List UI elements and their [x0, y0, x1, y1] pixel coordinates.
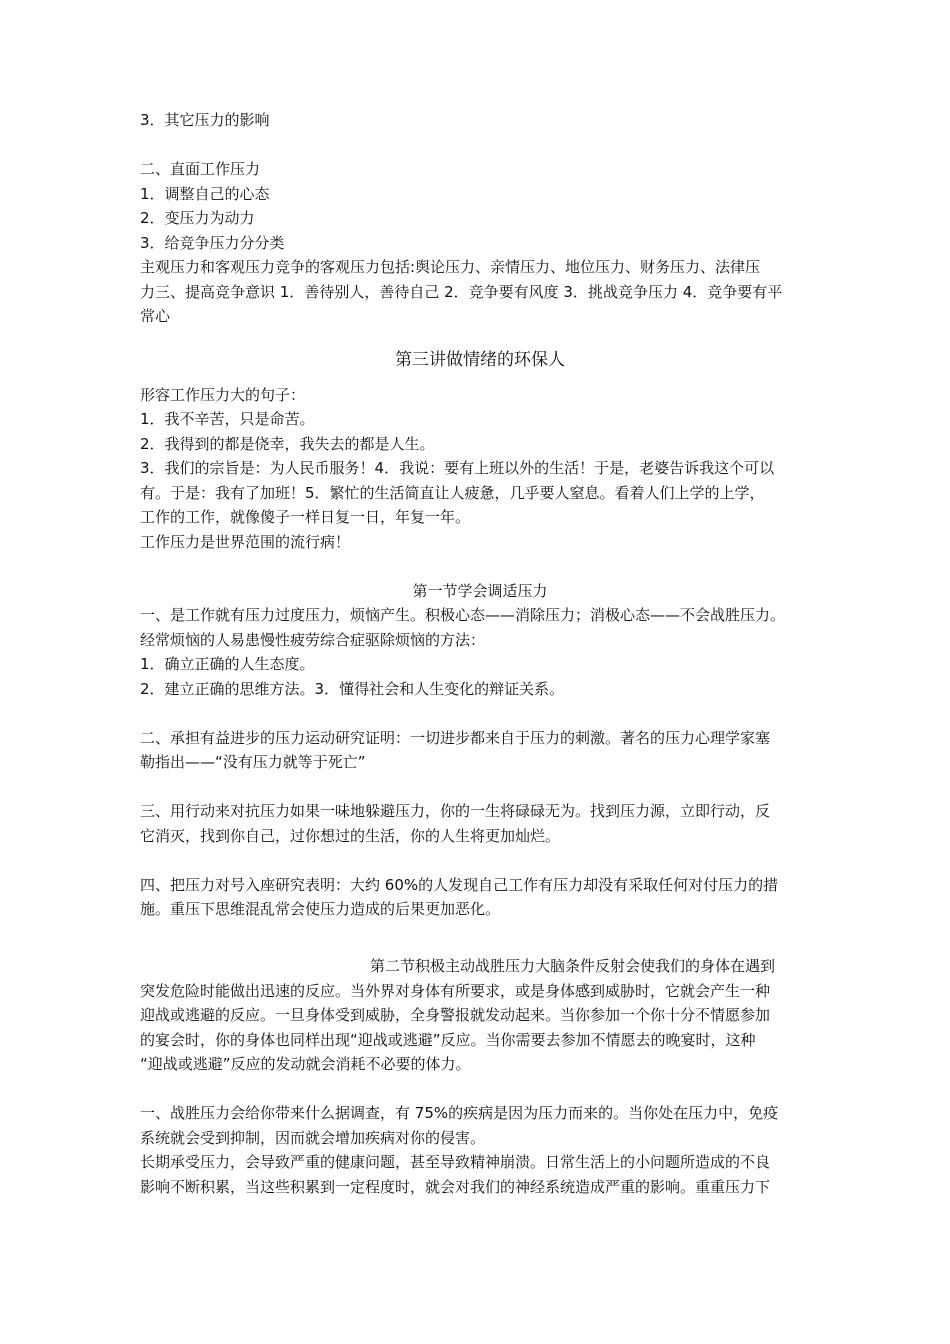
paragraph-line: 它消灭，找到你自己，过你想过的生活，你的人生将更加灿烂。 [140, 826, 561, 845]
paragraph-gap [140, 946, 820, 954]
paragraph-line: 3．我们的宗旨是：为人民币服务！4．我说：要有上班以外的生活！于是，老婆告诉我这个可以 [140, 459, 775, 477]
chapter-title: 第三讲做情绪的环保人 [395, 349, 565, 370]
paragraph-line: 突发危险时能做出迅速的反应。当外界对身体有所要求，或是身体感到威胁时，它就会产生一种 [140, 981, 771, 1000]
paragraph-line: 影响不断积累，当这些积累到一定程度时，就会对我们的神经系统造成严重的影响。重重压力下 [140, 1177, 771, 1196]
list-item: 1．我不辛苦，只是命苦。 [140, 410, 315, 428]
paragraph-line: 施。重压下思维混乱常会使压力造成的后果更加恶化。 [140, 900, 501, 918]
paragraph-gap [140, 554, 820, 579]
paragraph-line: 长期承受压力，会导致严重的健康问题，甚至导致精神崩溃。日常生活上的小问题所造成的不良 [140, 1153, 771, 1171]
list-item: 1．确立正确的人生态度。 [140, 655, 315, 673]
paragraph-line: 有。于是：我有了加班！5．繁忙的生活简直让人疲惫，几乎要人窒息。看着人们上学的上学， [140, 483, 765, 502]
paragraph-line: 常心 [140, 307, 171, 325]
paragraph-line: 的宴会时，你的身体也同样出现“迎战或逃避”反应。当你需要去参加不情愿去的晚宴时，这种 [140, 1030, 756, 1049]
paragraph-gap [140, 1077, 820, 1102]
document-page [140, 108, 820, 1199]
paragraph-line: 工作压力是世界范围的流行病！ [140, 532, 351, 551]
paragraph-line: 一、是工作就有压力过度压力，烦恼产生。积极心态——消除压力；消极心态——不会战胜压力。 [140, 606, 786, 624]
section-heading-line: 第二节积极主动战胜压力大脑条件反射会使我们的身体在遇到 [370, 957, 776, 975]
paragraph-line: 三、用行动来对抗压力如果一味地躲避压力，你的一生将碌碌无为。找到压力源，立即行动，反 [140, 802, 771, 820]
paragraph-line: 勒指出——“没有压力就等于死亡” [140, 753, 366, 771]
paragraph-gap [140, 775, 820, 800]
list-item: 1．调整自己的心态 [140, 184, 270, 203]
paragraph-line: 3．其它压力的影响 [140, 111, 270, 129]
paragraph-line: “迎战或逃避”反应的发动就会消耗不必要的体力。 [140, 1055, 471, 1073]
list-item: 2．变压力为动力 [140, 209, 255, 227]
paragraph-line: 系统就会受到抑制，因而就会增加疾病对你的侵害。 [140, 1128, 486, 1147]
paragraph-line: 迎战或逃避的反应。一旦身体受到威胁，全身警报就发动起来。当你参加一个你十分不情愿参加 [140, 1006, 771, 1024]
paragraph-gap [140, 133, 820, 158]
paragraph-gap [140, 701, 820, 726]
section-title: 第一节学会调适压力 [412, 581, 548, 600]
paragraph-line: 形容工作压力大的句子： [140, 385, 306, 404]
paragraph-line: 二、承担有益进步的压力运动研究证明：一切进步都来自于压力的刺激。著名的压力心理学家塞 [140, 728, 771, 747]
section-heading: 二、直面工作压力 [140, 160, 261, 178]
paragraph-gap [140, 922, 820, 947]
list-item: 2．我得到的都是侥幸，我失去的都是人生。 [140, 434, 435, 453]
paragraph-line: 经常烦恼的人易患慢性疲劳综合症驱除烦恼的方法： [140, 630, 486, 649]
paragraph-line: 四、把压力对号入座研究表明：大约 60%的人发现自己工作有压力却没有采取任何对付压力的措 [140, 875, 779, 894]
paragraph-line: 一、战胜压力会给你带来什么据调查，有 75%的疾病是因为压力而来的。当你处在压力中，免疫 [140, 1104, 779, 1122]
paragraph-line: 力三、提高竞争意识 1．善待别人，善待自己 2．竞争要有风度 3．挑战竞争压力 4．竞争要有平 [140, 282, 783, 301]
paragraph-line: 工作的工作，就像傻子一样日复一日，年复一年。 [140, 508, 471, 526]
list-item: 3．给竞争压力分分类 [140, 233, 285, 252]
paragraph-line: 主观压力和客观压力竞争的客观压力包括:舆论压力、亲情压力、地位压力、财务压力、法律压 [140, 258, 761, 276]
list-item: 2．建立正确的思维方法。3．懂得社会和人生变化的辩证关系。 [140, 679, 565, 698]
paragraph-gap [140, 848, 820, 873]
